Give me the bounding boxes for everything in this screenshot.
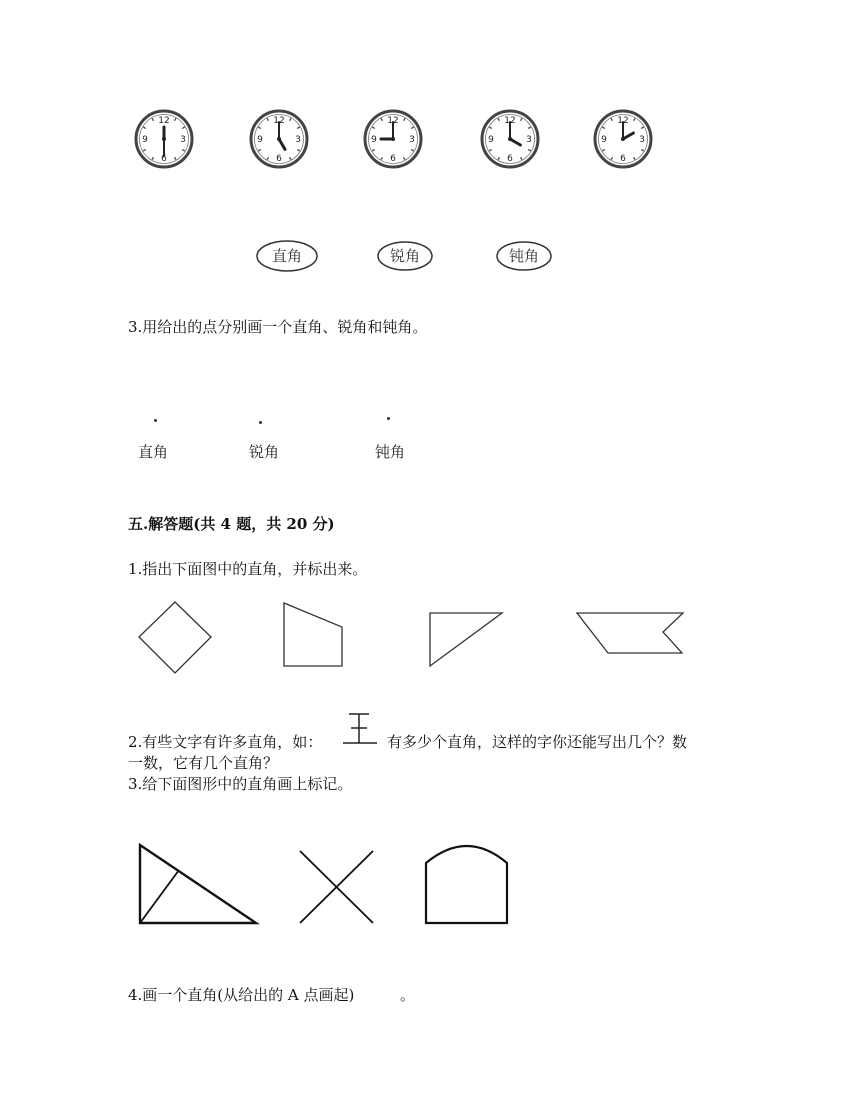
clock-tick: [175, 157, 177, 160]
clock-tick: [267, 157, 269, 160]
clock-center: [621, 137, 625, 141]
question-4-end: 。: [400, 986, 416, 1004]
svg-text:直角: 直角: [271, 247, 303, 265]
flag-shape: [577, 613, 683, 653]
clock-tick: [182, 127, 185, 129]
clock-tick: [381, 157, 383, 160]
clock-tick: [404, 157, 406, 160]
clock: [134, 109, 194, 169]
clock-center: [277, 137, 281, 141]
clock-tick: [634, 118, 636, 121]
trapezoid-shape: [284, 603, 342, 666]
clock-center: [508, 137, 512, 141]
clock-tick: [258, 127, 261, 129]
clock: [249, 109, 309, 169]
clock-tick: [528, 150, 531, 152]
question-4-text: 4.画一个直角(从给出的 A 点画起): [128, 986, 355, 1004]
clock-number: 12: [158, 116, 170, 126]
clock-number: 9: [601, 135, 607, 145]
question-3-text: 3.给下面图形中的直角画上标记。: [128, 775, 353, 793]
label-obtuse-angle: 钝角: [375, 443, 406, 461]
clock-tick: [143, 127, 146, 129]
clock-tick: [143, 150, 146, 152]
clock-tick: [411, 150, 414, 152]
clock-number: 3: [295, 135, 301, 145]
clock-tick: [290, 157, 292, 160]
question-2-text: [128, 732, 322, 752]
q3-shapes: [130, 835, 530, 930]
oval-obtuse-angle: [497, 242, 551, 270]
question-2-suffix: 有多少个直角，这样的字你还能写出几个？数: [387, 733, 688, 751]
clock-tick: [152, 118, 154, 121]
clock-tick: [182, 150, 185, 152]
clock-number: 6: [161, 154, 167, 164]
question-2-line2: 一数，它有几个直角？: [128, 754, 279, 772]
clock-tick: [611, 157, 613, 160]
svg-text:锐角: 锐角: [389, 247, 421, 265]
clock-tick: [258, 150, 261, 152]
clock-number: 12: [273, 116, 285, 126]
clock-number: 3: [409, 135, 415, 145]
label-acute-angle: 锐角: [249, 443, 280, 461]
triangle-with-line: [140, 845, 256, 923]
arched-shape: [426, 846, 507, 923]
clock-center: [391, 137, 395, 141]
clock-tick: [634, 157, 636, 160]
svg-text:钝角: 钝角: [508, 247, 540, 265]
clock: [480, 109, 540, 169]
clock-tick: [290, 118, 292, 121]
clock-tick: [641, 150, 644, 152]
clock-tick: [175, 118, 177, 121]
dot-obtuse-angle: [387, 417, 390, 420]
clock-number: 9: [488, 135, 494, 145]
triangle-shape: [430, 613, 502, 666]
dot-right-angle: [154, 419, 157, 422]
clock: [363, 109, 423, 169]
clock-number: 6: [276, 154, 282, 164]
clock-number: 12: [387, 116, 399, 126]
clock-number: 9: [142, 135, 148, 145]
oval-right-angle: [257, 241, 317, 271]
crossing-lines: [300, 851, 373, 923]
clock-tick: [297, 127, 300, 129]
clock-center: [162, 137, 166, 141]
clock-tick: [602, 150, 605, 152]
clock-number: 6: [507, 154, 513, 164]
clock-tick: [602, 127, 605, 129]
clock-tick: [489, 127, 492, 129]
clock-number: 12: [617, 116, 629, 126]
clock-tick: [528, 127, 531, 129]
clock: [593, 109, 653, 169]
dot-acute-angle: [259, 421, 262, 424]
oval-acute-angle: [378, 242, 432, 270]
question-3-draw-angles: 3.用给出的点分别画一个直角、锐角和钝角。: [128, 318, 428, 336]
clock-number: 3: [639, 135, 645, 145]
clock-tick: [521, 157, 523, 160]
clock-number: 12: [504, 116, 516, 126]
clock-number: 9: [371, 135, 377, 145]
clock-number: 6: [390, 154, 396, 164]
wang-character: [342, 711, 378, 747]
clock-tick: [411, 127, 414, 129]
clock-tick: [381, 118, 383, 121]
clock-tick: [611, 118, 613, 121]
q1-shapes: [130, 595, 700, 685]
clock-tick: [297, 150, 300, 152]
question-2-prefix: 2.有些文字有许多直角，如：: [128, 733, 323, 751]
question-1-text: 1.指出下面图中的直角，并标出来。: [128, 560, 368, 578]
clock-number: 9: [257, 135, 263, 145]
clock-tick: [498, 157, 500, 160]
clock-tick: [641, 127, 644, 129]
clock-tick: [489, 150, 492, 152]
clock-tick: [372, 127, 375, 129]
section-title: 五.解答题(共 4 题，共 20 分): [128, 515, 335, 533]
clock-number: 3: [180, 135, 186, 145]
clock-tick: [152, 157, 154, 160]
clock-tick: [498, 118, 500, 121]
angle-ovals: [255, 238, 555, 274]
clock-tick: [372, 150, 375, 152]
clock-tick: [404, 118, 406, 121]
diamond-shape: [139, 602, 211, 673]
label-right-angle: 直角: [138, 443, 169, 461]
clock-number: 3: [526, 135, 532, 145]
clock-tick: [267, 118, 269, 121]
clock-tick: [521, 118, 523, 121]
clock-number: 6: [620, 154, 626, 164]
